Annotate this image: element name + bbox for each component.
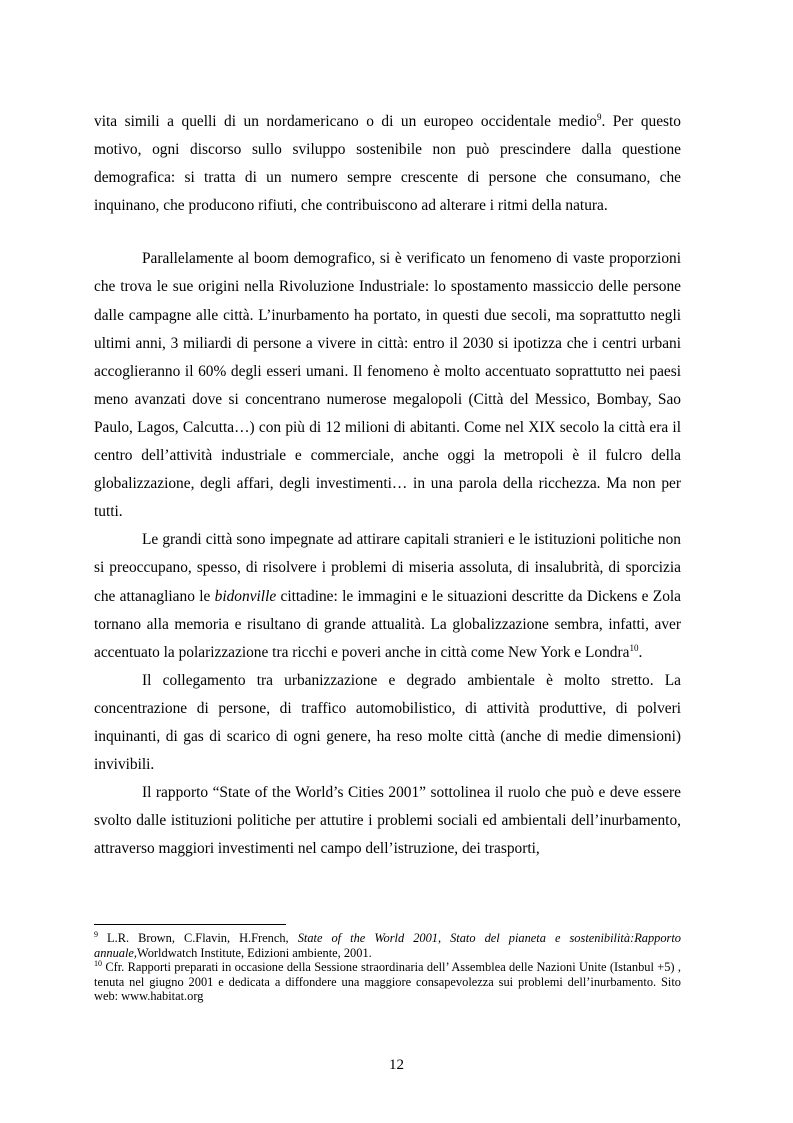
footnote-ref-9[interactable]: 9 — [596, 112, 602, 122]
paragraph-text: cittadine: le immagini e le situazioni descritte da Dickens e Zola tornano alla memoria e risultano di grande attualità. La globalizzazione sembra, infatti, aver accentuato la polarizzazione tra ricchi e poveri anche in città come New York e Londra — [94, 587, 682, 661]
paragraph-text: . — [638, 643, 643, 661]
paragraph-environment: Il collegamento tra urbanizzazione e degrado ambientale è molto stretto. La concentrazione di persone, di traffico automobilistico, di attività produttive, di polveri inquinanti, di gas di scarico di ogni genere, ha reso molte città (anche di medie dimensioni) invivibili. — [94, 671, 681, 774]
footnote-publisher: Worldwatch Institute, Edizioni ambiente, 2001. — [137, 945, 372, 960]
footnote-number: 10 — [94, 959, 102, 969]
body-text — [94, 108, 681, 863]
footnote-number: 9 — [94, 930, 98, 939]
footnote-text: Cfr. Rapporti preparati in occasione della Sessione straordinaria dell’ Assemblea delle Nazioni Unite (Istanbul +5) , tenuta nel giugno 2001 e dedicata a diffondere una maggiore consapevolezza sui problemi dell’inurbamento. Sito web: www.habitat.org — [94, 960, 681, 1004]
paragraph-text: Le grandi città sono impegnate ad attirare capitali stranieri e le istituzioni politiche non si preoccupano, spesso, di risolvere i problemi di miseria assoluta, di insalubrità, di sporcizia che attanagliano le — [94, 531, 681, 605]
paragraph-text: vita simili a quelli di un nordamericano o di un europeo occidentale medio — [94, 113, 597, 130]
page-body — [94, 108, 681, 863]
footnote-separator — [94, 924, 286, 925]
paragraph-demographics — [94, 108, 681, 220]
italic-term: bidonville — [214, 587, 277, 605]
paragraph-big-cities — [94, 526, 681, 666]
paragraph-urbanization: Parallelamente al boom demografico, si è verificato un fenomeno di vaste proporzioni che trova le sue origini nella Rivoluzione Industriale: lo spostamento massiccio delle persone dalle campagne alle città. L’inurbamento ha portato, in questi due secoli, ma soprattutto negli ultimi anni, 3 miliardi di persone a vivere in città: entro il 2030 si ipotizza che i centri urbani accoglieranno il 60% degli esseri umani. Il fenomeno è molto accentuato soprattutto nei paesi meno avanzati dove si concentrano numerose megalopoli (Città del Messico, Bombay, Sao Paulo, Lagos, Calcutta…) con più di 12 milioni di abitanti. Come nel XIX secolo la città era il centro dell’attività industriale e commerciale, anche oggi la metropoli è il fulcro della globalizzazione, degli affari, degli investimenti… in una parola della ricchezza. Ma non per tutti. — [94, 250, 681, 521]
footnote-9 — [94, 931, 681, 960]
footnote-10 — [94, 960, 681, 1004]
footnote-title: State of the World 2001, Stato del pianeta e sostenibilità:Rapporto annuale, — [94, 931, 682, 960]
footnotes — [94, 931, 681, 1004]
footnote-authors: L.R. Brown, C.Flavin, H.French, — [98, 931, 298, 945]
footnote-ref-10[interactable]: 10 — [629, 642, 639, 653]
paragraph-report: Il rapporto “State of the World’s Cities 2001” sottolinea il ruolo che può e deve essere svolto dalle istituzioni politiche per attutire i problemi sociali ed ambientali dell’inurbamento, attraverso maggiori investimenti nel campo dell’istruzione, dei trasporti, — [94, 784, 681, 858]
paragraph-text: . Per questo motivo, ogni discorso sullo sviluppo sostenibile non può prescindere dalla questione demografica: si tratta di un numero sempre crescente di persone che consumano, che inquinano, che producono rifiuti, che contribuiscono ad alterare i ritmi della natura. — [94, 113, 681, 215]
page-number: 12 — [389, 1057, 404, 1073]
